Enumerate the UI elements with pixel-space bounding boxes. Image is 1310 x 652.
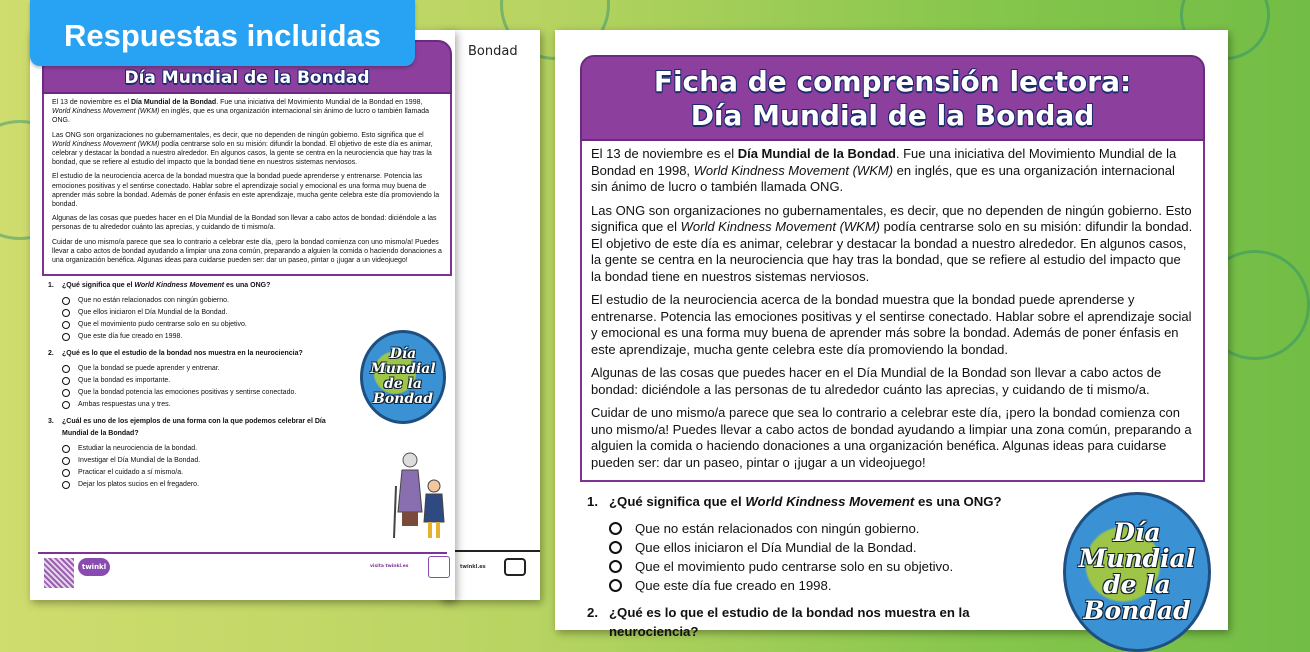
answer-label: Ambas respuestas una y tres. (78, 401, 171, 409)
text-segment: Algunas de las cosas que puedes hacer en el Día Mundial de la Bondad son llevar a cabo actos de bondad: diciéndole a las personas de tu alrededor cuánto las aprecias, y cuidando de ti mismo/a. (591, 365, 1162, 397)
paragraph (52, 238, 442, 266)
text-segment: ¿Qué significa que el (62, 282, 135, 290)
footer-divider (440, 550, 540, 552)
question (48, 348, 353, 360)
question-number: 2. (587, 605, 598, 620)
radio-circle-icon[interactable] (62, 389, 70, 397)
answer-option[interactable] (609, 519, 1057, 538)
page-title-line: Día Mundial de la Bondad (690, 99, 1095, 132)
answer-options (587, 519, 1057, 595)
radio-circle-icon[interactable] (62, 445, 70, 453)
text-segment: El 13 de noviembre es el (591, 146, 738, 161)
answer-label: Que no están relacionados con ningún gobierno. (635, 521, 920, 536)
paragraph (591, 203, 1194, 286)
text-segment: ¿Qué es lo que el estudio de la bondad nos muestra en la neurociencia? (62, 350, 303, 358)
radio-circle-icon[interactable] (62, 321, 70, 329)
answer-label: Que ellos iniciaron el Día Mundial de la Bondad. (78, 309, 228, 317)
radio-circle-icon[interactable] (609, 560, 622, 573)
page-title-line: Ficha de comprensión lectora: (653, 65, 1132, 98)
text-segment: Las ONG son organizaciones no gubernamentales, es decir, que no dependen de ningún gobierno. Esto significa que el (591, 202, 1192, 234)
answer-option[interactable] (609, 576, 1057, 595)
answer-label: Investigar el Día Mundial de la Bondad. (78, 457, 201, 465)
question-number: 3. (48, 418, 54, 426)
text-segment: podía centrarse solo en su misión: difundir la bondad. El objetivo de este día es animar, celebrar y destacar la bondad a nuestro alrededor. En algunos casos, la gente se centra en la neurociencia que hay tras la bondad, que se refiere al estudio del impacto que la bondad tiene en nuestros sistemas nerviosos. (52, 140, 433, 167)
question-number: 1. (48, 282, 54, 290)
grandmother-child-illustration (390, 450, 450, 542)
globe-text-line: Mundial (370, 361, 436, 377)
text-segment: ¿Qué significa que el (609, 494, 746, 509)
page-title (580, 55, 1205, 141)
answer-options (48, 363, 353, 411)
text-segment: ¿Qué es lo que el estudio de la bondad nos muestra en la neurociencia? (609, 605, 970, 639)
kindness-day-globe-logo (360, 330, 446, 424)
text-segment: World Kindness Movement (WKM) (52, 140, 160, 148)
footer-divider (38, 552, 447, 554)
text-segment: . Fue una iniciativa del Movimiento Mundial de la Bondad en 1998, (591, 146, 1177, 178)
radio-circle-icon[interactable] (609, 522, 622, 535)
text-segment: World Kindness Movement (134, 282, 225, 290)
worksheet-page-main (555, 30, 1228, 639)
answer-option[interactable] (62, 455, 353, 467)
text-segment: Día Mundial de la Bondad (131, 99, 217, 106)
radio-circle-icon[interactable] (62, 481, 70, 489)
answer-label: Dejar los platos sucios en el fregadero. (78, 481, 200, 489)
paragraph (591, 292, 1194, 358)
question-text (62, 348, 303, 360)
answer-label: Practicar el cuidado a sí mismo/a. (78, 469, 184, 477)
text-segment: podía centrarse solo en su misión: difundir la bondad. El objetivo de este día es animar, celebrar y destacar la bondad a nuestro alrededor. En algunos casos, la gente se centra en la neurociencia que hay tras la bondad, que se refiere al estudio del impacto que la bondad tiene en nuestros sistemas nerviosos. (591, 219, 1193, 284)
radio-circle-icon[interactable] (62, 297, 70, 305)
globe-text-line: Mundial (1078, 544, 1196, 573)
text-segment: en inglés, que es una organización internacional sin ánimo de lucro o también llamada ONG. (52, 108, 430, 125)
globe-text-line: Día (1113, 518, 1161, 547)
globe-text (1079, 520, 1196, 624)
kindness-day-globe-logo (1063, 492, 1211, 652)
globe-text-line: Día (389, 346, 417, 362)
paragraph (52, 172, 442, 209)
answer-option[interactable] (609, 538, 1057, 557)
answers-included-banner: Respuestas incluidas (30, 0, 415, 66)
text-segment: World Kindness Movement (WKM) (52, 108, 160, 116)
question-number: 2. (48, 350, 54, 358)
answer-label: Que la bondad se puede aprender y entrenar. (78, 365, 220, 373)
text-segment: es una ONG? (914, 494, 1002, 509)
radio-circle-icon[interactable] (609, 541, 622, 554)
answer-option[interactable] (62, 375, 353, 387)
text-segment: es una ONG? (224, 282, 271, 290)
question (587, 603, 1057, 641)
question (48, 280, 353, 292)
question-number: 1. (587, 494, 598, 509)
globe-text-line: Bondad (372, 391, 433, 407)
question-text (609, 492, 1002, 511)
worksheet-page-answers (30, 30, 455, 600)
answer-label: Estudiar la neurociencia de la bondad. (78, 445, 198, 453)
radio-circle-icon[interactable] (62, 333, 70, 341)
question (48, 416, 353, 440)
answer-label: Que este día fue creado en 1998. (78, 333, 183, 341)
answer-option[interactable] (62, 295, 353, 307)
radio-circle-icon[interactable] (62, 377, 70, 385)
answer-option[interactable] (62, 387, 353, 399)
radio-circle-icon[interactable] (62, 309, 70, 317)
twinkl-logo: twinkl (78, 558, 110, 576)
answer-label: Que el movimiento pudo centrarse solo en su objetivo. (635, 559, 954, 574)
answer-label: Que ellos iniciaron el Día Mundial de la Bondad. (635, 540, 917, 555)
answer-option[interactable] (62, 307, 353, 319)
text-segment: Día Mundial de la Bondad (737, 146, 896, 161)
reading-text (42, 94, 452, 276)
questions (48, 280, 353, 491)
text-segment: El estudio de la neurociencia acerca de la bondad muestra que la bondad puede aprenderse y entrenarse. Potencia las emociones positivas y el sentirse conectado. Hablar sobre el aprendizaje social y emocional es una forma muy buena de aprender más sobre la bondad. Además de poner énfasis en este aprendizaje, mucha gente celebra este día promoviendo la bondad. (591, 292, 1192, 357)
answer-options (48, 295, 353, 343)
globe-text-line: de la (1103, 570, 1171, 599)
paragraph (591, 146, 1194, 196)
answer-label: Que no están relacionados con ningún gobierno. (78, 297, 229, 305)
radio-circle-icon[interactable] (62, 401, 70, 409)
text-segment: Cuidar de uno mismo/a parece que sea lo contrario a celebrar este día, ¡pero la bondad comienza con uno mismo/a! Puedes llevar a cabo actos de bondad ayudando a limpiar una zona común, preparando a alguien la comida o haciendo donaciones a una organización benéfica. Algunas ideas para cuidarse pueden ser: dar un paseo, pintar o ¡jugar a un videojuego! (591, 405, 1192, 470)
answer-option[interactable] (62, 331, 353, 343)
page-title: Día Mundial de la Bondad (42, 40, 452, 94)
text-segment: El estudio de la neurociencia acerca de la bondad muestra que la bondad puede aprenderse y entrenarse. Potencia las emociones positivas y el sentirse conectado. Hablar sobre el aprendizaje social y emocional es una forma muy buena de aprender más sobre la bondad. Además de poner énfasis en este aprendizaje, mucha gente celebra este día promoviendo la bondad. (52, 173, 440, 209)
answer-option[interactable] (62, 467, 353, 479)
globe-text (370, 347, 435, 407)
answer-label: Que la bondad es importante. (78, 377, 171, 385)
twinkl-badge-icon (428, 556, 450, 578)
answer-option[interactable] (62, 479, 353, 491)
text-segment: Algunas de las cosas que puedes hacer en el Día Mundial de la Bondad son llevar a cabo actos de bondad: diciéndole a las personas de tu alrededor cuánto las aprecias, y cuidando de ti mismo/a. (52, 215, 437, 232)
question-text (609, 603, 1057, 641)
answer-option[interactable] (62, 363, 353, 375)
answer-label: Que este día fue creado en 1998. (635, 578, 832, 593)
questions (587, 492, 1057, 641)
text-segment: Cuidar de uno mismo/a parece que sea lo contrario a celebrar este día, ¡pero la bondad comienza con uno mismo/a! Puedes llevar a cabo actos de bondad ayudando a limpiar una zona común, preparando a alguien la comida o haciendo donaciones a una organización benéfica. Algunas ideas para cuidarse pueden ser: dar un paseo, pintar o ¡jugar a un videojuego! (52, 238, 442, 265)
answer-label: Que el movimiento pudo centrarse solo en su objetivo. (78, 321, 247, 329)
question-text (62, 416, 353, 440)
paragraph (52, 214, 442, 232)
worksheet-page-middle (440, 30, 540, 600)
radio-circle-icon[interactable] (62, 469, 70, 477)
text-segment: World Kindness Movement (WKM) (693, 162, 894, 178)
globe-text-line: de la (384, 376, 422, 392)
question (587, 492, 1057, 511)
twinkl-badge-icon (504, 558, 526, 576)
answer-option[interactable] (62, 443, 353, 455)
answer-options (48, 443, 353, 491)
footer-link: twinkl.es (460, 564, 486, 570)
text-segment: ¿Cuál es uno de los ejemplos de una forma con la que podemos celebrar el Día Mundial de la Bondad? (62, 418, 326, 438)
text-segment: World Kindness Movement (745, 494, 915, 509)
paragraph (591, 405, 1194, 471)
worksheet-body (42, 40, 452, 496)
radio-circle-icon[interactable] (62, 457, 70, 465)
text-segment: Las ONG son organizaciones no gubernamentales, es decir, que no dependen de ningún gobierno. Esto significa que el (52, 131, 424, 139)
paragraph (591, 365, 1194, 398)
text-segment: El 13 de noviembre es el (52, 99, 131, 106)
footer-link[interactable]: visita twinkl.es (370, 564, 409, 569)
text-segment: World Kindness Movement (WKM) (680, 219, 881, 234)
radio-circle-icon[interactable] (62, 365, 70, 373)
text-segment: en inglés, que es una organización internacional sin ánimo de lucro o también llamada ONG. (591, 162, 1175, 194)
question-text (62, 280, 270, 292)
answer-label: Que la bondad potencia las emociones positivas y sentirse conectado. (78, 389, 297, 397)
qr-code (44, 558, 74, 588)
answer-option[interactable] (62, 399, 353, 411)
paragraph (52, 98, 442, 126)
globe-text-line: Bondad (1083, 596, 1191, 625)
answer-option[interactable] (609, 557, 1057, 576)
page-title-fragment: Bondad (468, 44, 518, 59)
answer-option[interactable] (62, 319, 353, 331)
paragraph (52, 131, 442, 168)
radio-circle-icon[interactable] (609, 579, 622, 592)
reading-text (580, 141, 1205, 482)
text-segment: . Fue una iniciativa del Movimiento Mundial de la Bondad en 1998, (216, 99, 423, 106)
